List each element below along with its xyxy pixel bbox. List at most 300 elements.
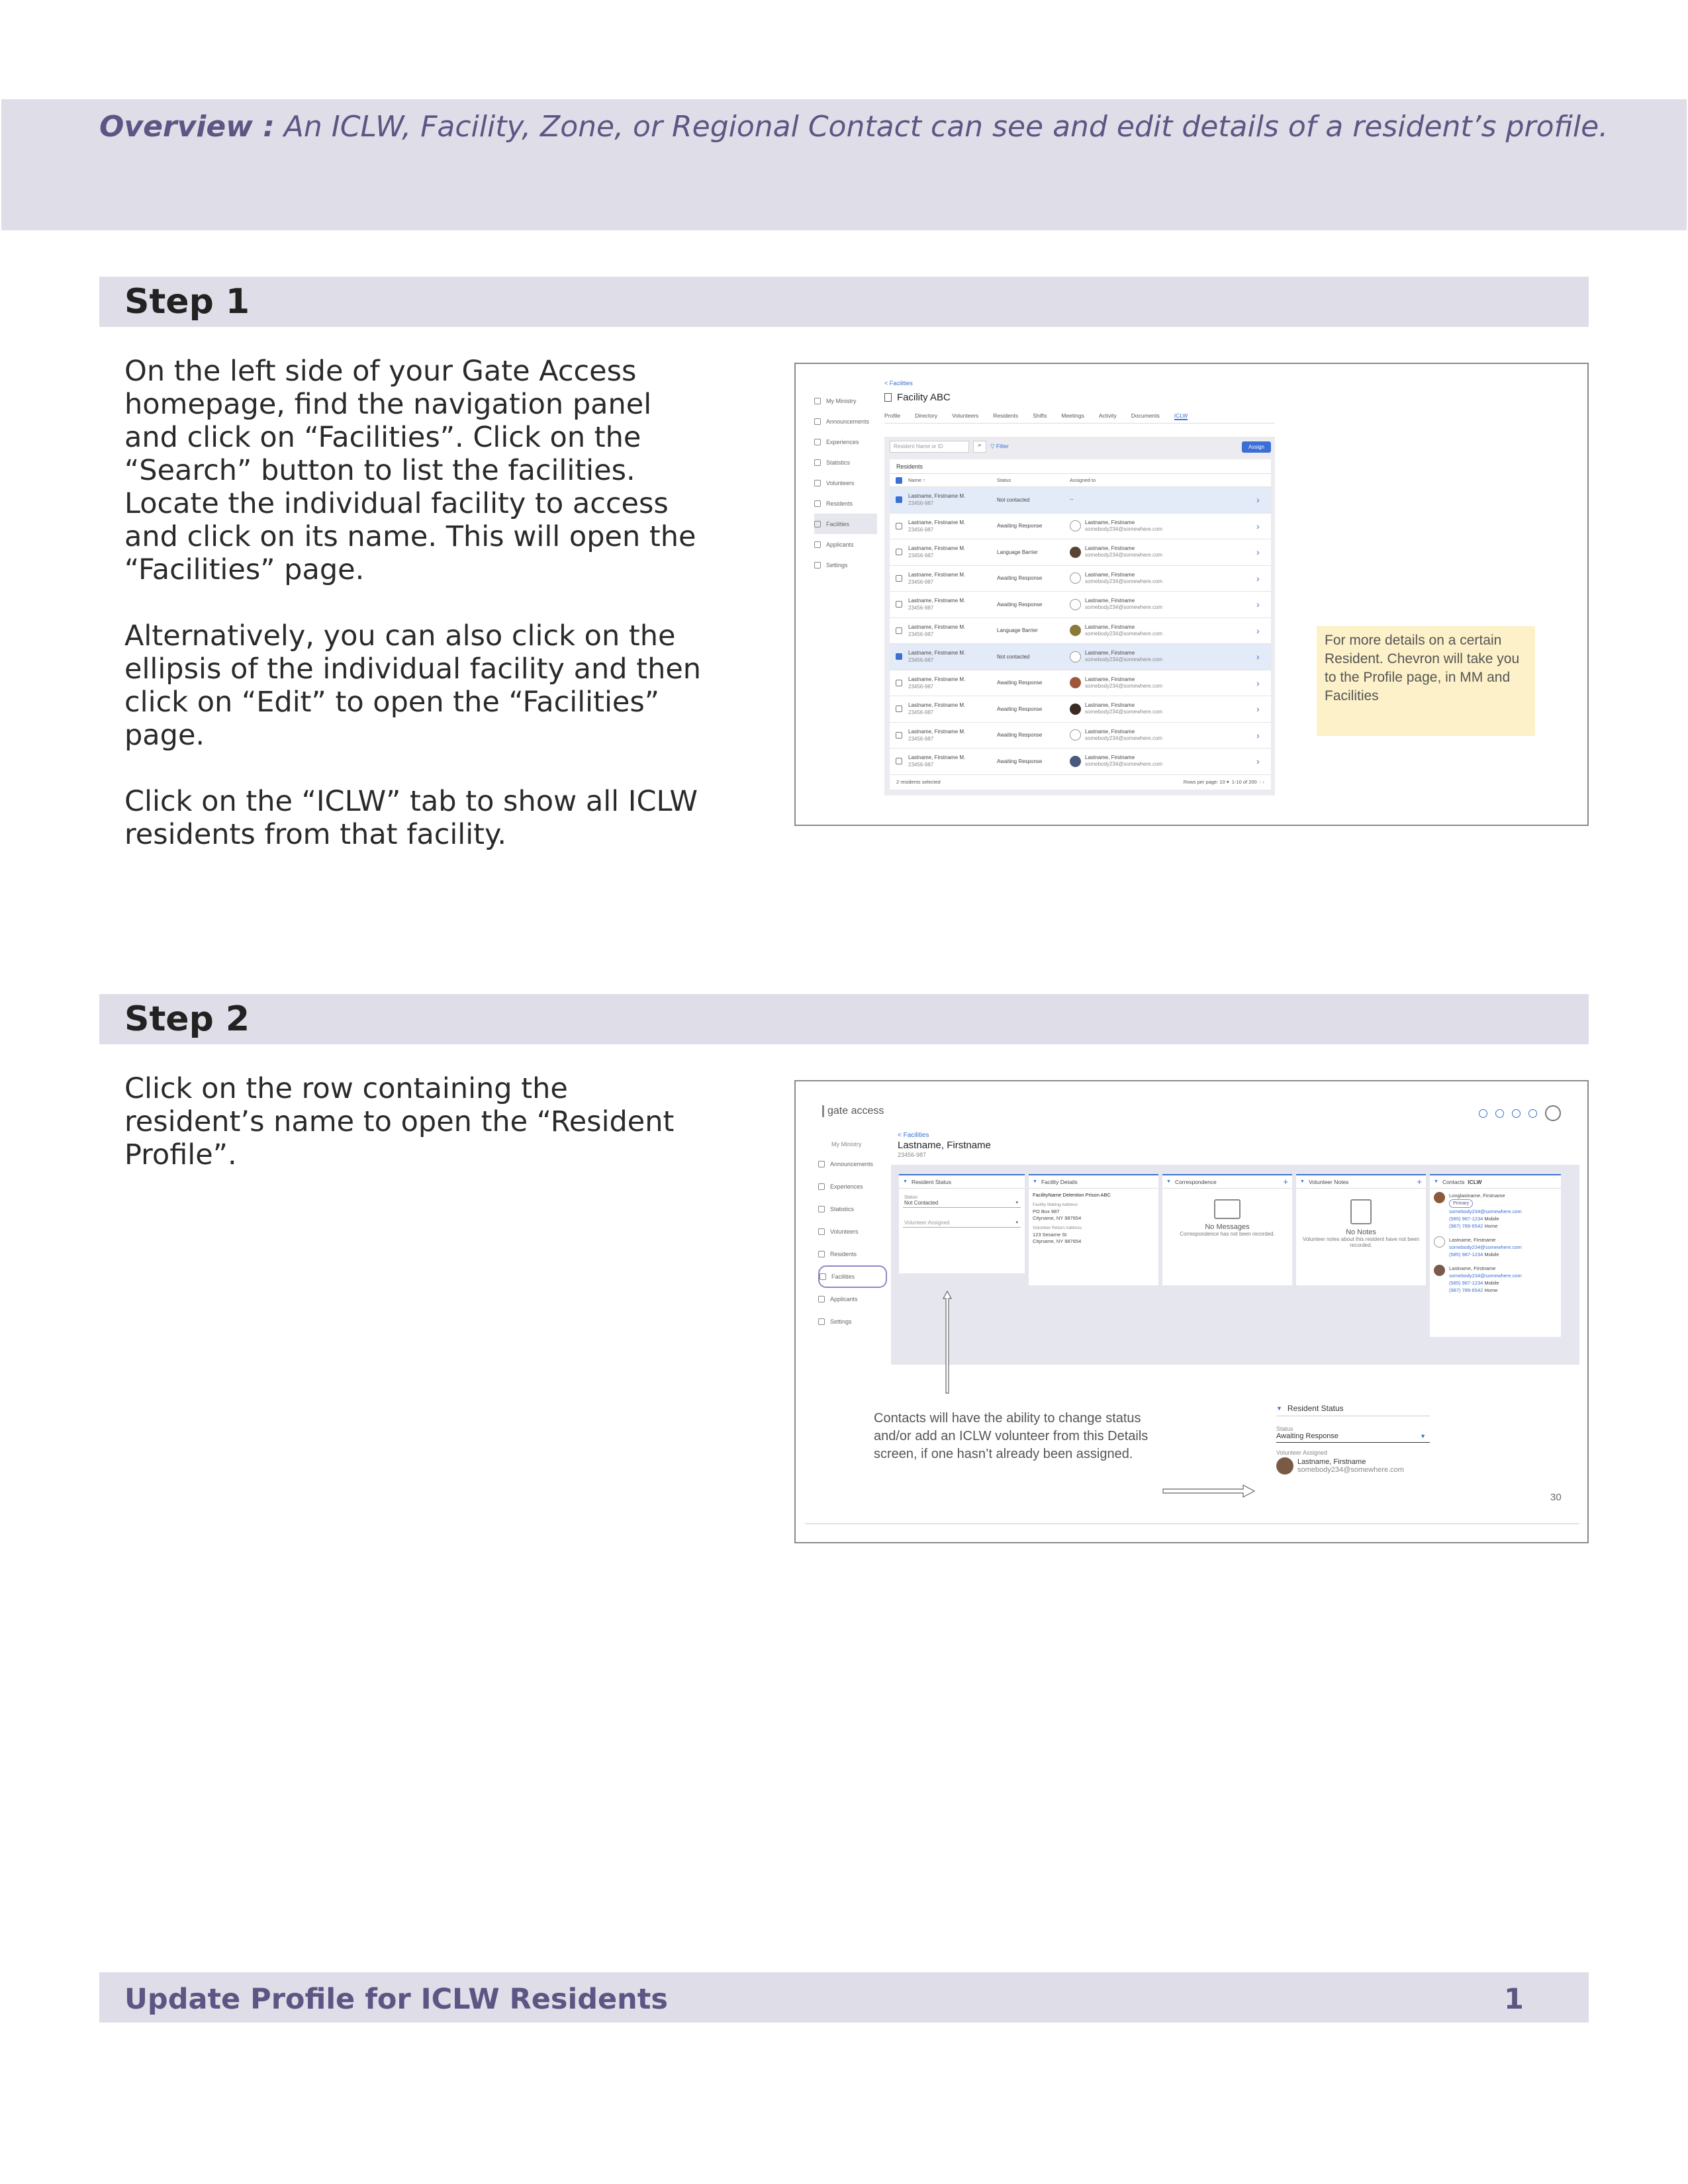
name-cell [908,492,997,507]
resident-name: Lastname, Firstname M. [908,754,966,761]
sidebar-item-residents[interactable] [814,493,877,514]
resident-name: Lastname, Firstname M. [908,650,966,657]
sidebar-item-experiences[interactable] [814,432,877,452]
chevron-right-icon[interactable]: › [1256,651,1260,662]
contact-phone[interactable]: (585) 987-1234 [1449,1251,1483,1257]
sidebar-item-announcements[interactable] [814,411,877,432]
globe-icon[interactable] [1495,1109,1504,1118]
filter-button[interactable]: ▽ Filter [990,443,1009,449]
badge-row [1449,1199,1522,1208]
residents-icon [818,1251,825,1257]
tab-bar [884,412,1275,424]
assign-button[interactable]: Assign [1242,441,1271,453]
sidebar-item-applicants[interactable] [814,534,877,555]
assignee-email: somebody234@somewhere.com [1085,657,1163,663]
collapse-icon[interactable]: ▼ [1276,1404,1282,1412]
avatar [1070,756,1081,767]
sidebar-item-settings[interactable] [814,555,877,575]
phone-type: Mobile [1484,1216,1499,1222]
messages-icon [1214,1199,1241,1219]
sidebar-item-label: Settings [830,1318,852,1325]
empty-state [1162,1189,1292,1237]
chevron-right-icon[interactable]: › [1256,520,1260,531]
step2-band [99,994,1589,1044]
statistics-icon [818,1206,825,1212]
assignee-name: Lastname, Firstname [1085,676,1135,682]
row-checkbox[interactable] [896,523,902,529]
sidebar-item-label: Residents [830,1251,857,1257]
avatar [1070,547,1081,558]
collapse-icon[interactable]: ▼ [1166,1179,1171,1184]
status-value: Awaiting Response [1276,1432,1338,1440]
assignee-email: somebody234@somewhere.com [1085,604,1163,611]
rows-per-page-label: Rows per page: [1183,779,1219,785]
resident-id: 23456-987 [908,526,934,533]
sidebar-item-label: Residents [826,500,853,507]
step2-paragraph: Click on the row containing the resident’s name to open the “Resident Profile”. [124,1072,675,1171]
contact-info [1449,1236,1522,1258]
table-row[interactable] [890,566,1271,592]
table-row[interactable] [890,696,1271,723]
prev-page-icon[interactable]: ‹ [1259,779,1262,785]
top-toolbar [1479,1105,1561,1121]
assignee-name: -- [1070,496,1074,503]
facility-header [884,380,1275,424]
sidebar-item-facilities[interactable] [814,514,877,534]
empty-title: No Messages [1205,1223,1250,1231]
tab-shifts[interactable]: Shifts [1033,412,1047,419]
sidebar-item-label: Applicants [830,1296,858,1302]
tab-meetings[interactable]: Meetings [1061,412,1084,419]
chevron-right-icon[interactable]: › [1256,599,1260,610]
table-row[interactable] [890,514,1271,540]
chevron-right-icon[interactable]: › [1256,572,1260,584]
resident-id: 23456-987 [908,578,934,585]
chevron-right-icon[interactable]: › [1256,494,1260,506]
assignee-name: Lastname, Firstname [1085,571,1135,578]
assignee-email: somebody234@somewhere.com [1085,682,1163,689]
status-cell: Awaiting Response [997,732,1043,739]
assigned-cell [1070,520,1256,533]
return-label: Volunteer Return Address [1033,1226,1082,1230]
resident-name: Lastname, Firstname M. [908,493,966,500]
assignee-name: Lastname, Firstname [1085,702,1135,709]
phone-row [1449,1222,1522,1230]
sidebar-item-settings[interactable] [818,1310,887,1333]
chevron-right-icon[interactable]: › [1256,756,1260,767]
row-checkbox[interactable] [896,732,902,739]
resident-name: Lastname, Firstname M. [908,519,966,525]
contact-entry[interactable] [1430,1233,1561,1261]
assignee-name: Lastname, Firstname [1085,754,1135,761]
facility-screenshot [794,363,1589,826]
empty-text: Correspondence has not been recorded. [1180,1231,1275,1237]
assignee-name: Lastname, Firstname [1085,623,1135,630]
assignee-name: Lastname, Firstname [1085,598,1135,604]
resident-status-zoom [1276,1400,1430,1475]
chevron-right-icon[interactable]: › [1256,625,1260,636]
col-name[interactable]: Name ↑ [908,477,925,483]
volunteer-label: Volunteer Assigned [1276,1449,1328,1456]
status-cell: Awaiting Response [997,575,1043,582]
tab-activity[interactable]: Activity [1098,412,1117,419]
tab-documents[interactable]: Documents [1131,412,1160,419]
overview-text [99,110,1608,144]
residents-icon [814,500,821,507]
resident-name: Lastname, Firstname M. [908,676,966,682]
checkbox-cell [890,627,908,634]
name-cell [908,597,997,612]
resident-name: Lastname, Firstname M. [908,623,966,630]
sidebar-item-statistics[interactable] [814,452,877,473]
checkbox-cell [890,758,908,764]
status-cell: Language Barrier [997,627,1038,634]
contact-phone[interactable]: (585) 987-1234 [1449,1216,1483,1222]
table-row[interactable] [890,644,1271,670]
phone-row [1449,1251,1522,1258]
facility-name: FacilityName Detention Prison ABC [1033,1192,1111,1198]
card-title: Facility Details [1041,1178,1078,1185]
sidebar-item-announcements[interactable] [818,1153,887,1175]
status-value: Not Contacted [904,1200,939,1206]
avatar [1276,1457,1293,1475]
search-input[interactable]: Resident Name or ID [890,441,969,453]
table-row[interactable] [890,618,1271,645]
assignee-email: somebody234@somewhere.com [1085,525,1163,532]
assignee [1085,702,1162,715]
overview-body: An ICLW, Facility, Zone, or Regional Contact can see and edit details of a resident’s profile. [274,110,1609,144]
sidebar-item-label: Facilities [826,520,850,527]
callout-note: For more details on a certain Resident. Chevron will take you to the Profile page, in MM and Facilities [1317,626,1535,736]
settings-icon [814,562,821,569]
sidebar-item-label: Settings [826,561,848,569]
chevron-right-icon[interactable]: › [1256,547,1260,558]
status-cell: Awaiting Response [997,680,1043,686]
assignee-name: Lastname, Firstname [1085,545,1135,552]
name-cell [908,571,997,586]
dropdown-icon: ▾ [1015,1201,1018,1205]
volunteer-email: somebody234@somewhere.com [1297,1466,1404,1474]
status-cell: Not contacted [997,496,1030,503]
statistics-icon [814,459,821,466]
table-footer [890,775,1271,790]
sidebar-item-label: Experiences [830,1183,863,1190]
sidebar-item-residents[interactable] [818,1243,887,1265]
table-body [890,487,1271,775]
assignee [1085,545,1162,559]
card-title: Contacts [1442,1178,1465,1185]
add-icon[interactable]: + [1417,1177,1422,1187]
applicants-icon [818,1296,825,1302]
phone-type: Mobile [1484,1280,1499,1286]
sidebar-item-experiences[interactable] [818,1175,887,1198]
experiences-icon [818,1183,825,1190]
avatar [1434,1192,1445,1203]
announcements-icon [818,1161,825,1167]
sidebar-item-label: Facilities [831,1273,855,1280]
contact-info [1449,1192,1522,1230]
table-row[interactable] [890,592,1271,618]
checkbox-cell [890,653,908,660]
assignee-name: Lastname, Firstname [1085,650,1135,657]
resident-id: 23456-987 [908,709,934,716]
table-row[interactable] [890,670,1271,697]
assignee-email: somebody234@somewhere.com [1085,735,1163,741]
assignee-name: Lastname, Firstname [1085,728,1135,735]
name-cell [908,728,997,743]
checkbox-cell [890,575,908,582]
status-cell: Not contacted [997,653,1030,660]
volunteer-notes-card [1296,1174,1426,1285]
chevron-right-icon[interactable]: › [1256,677,1260,688]
collapse-icon[interactable]: ▼ [903,1179,908,1184]
assignee-email: somebody234@somewhere.com [1085,630,1163,637]
volunteer-assigned [1276,1457,1430,1475]
status-cell: Awaiting Response [997,705,1043,712]
chevron-right-icon[interactable]: › [1256,729,1260,741]
assigned-cell [1070,676,1256,690]
contact-phone[interactable]: (987) 789-6542 [1449,1287,1483,1293]
sidebar-item-label: Volunteers [830,1228,859,1235]
row-checkbox[interactable] [896,758,902,764]
user-avatar-icon[interactable] [1545,1105,1561,1121]
col-status: Status [997,477,1011,483]
right-arrow-icon [1162,1484,1255,1498]
card-title: Volunteer Notes [1308,1178,1349,1185]
status-label: Status [904,1195,917,1200]
sidebar-item-facilities[interactable] [818,1265,887,1288]
sidebar [814,390,877,575]
avatar [1070,704,1081,715]
row-checkbox[interactable] [896,549,902,555]
table-title: Residents [890,459,1271,474]
table-row[interactable] [890,749,1271,775]
contact-name: Lastname, Firstname [1449,1265,1496,1271]
mailing-line1: PO Box 987 [1033,1208,1060,1214]
next-page-icon[interactable]: › [1262,779,1264,785]
dropdown-icon: ▼ [1420,1433,1426,1439]
row-checkbox[interactable] [896,680,902,686]
tab-residents[interactable]: Residents [993,412,1019,419]
name-cell [908,676,997,690]
add-icon[interactable]: + [1283,1177,1288,1187]
phone-type: Home [1484,1287,1498,1293]
table-row[interactable] [890,487,1271,514]
logo: gate access [822,1105,884,1117]
row-checkbox[interactable] [896,496,902,503]
volunteer-name: Lastname, Firstname [1297,1458,1366,1466]
assigned-cell [1070,650,1256,663]
checkbox-cell [890,549,908,555]
contact-email[interactable]: somebody234@somewhere.com [1449,1273,1522,1279]
selected-count: 2 residents selected [896,779,941,785]
step1-body [124,355,707,884]
empty-title: No Notes [1346,1228,1376,1236]
assignee [1085,650,1162,663]
sidebar-item-my-ministry[interactable] [814,390,877,411]
name-cell [908,545,997,559]
my-ministry-icon [814,398,821,404]
resident-name: Lastname, Firstname M. [908,545,966,552]
assignee [1085,598,1162,611]
table-row[interactable] [890,723,1271,749]
status-cell: Language Barrier [997,549,1038,555]
table-row[interactable] [890,539,1271,566]
assigned-cell [1070,729,1256,742]
avatar [1434,1236,1445,1248]
volunteer-select[interactable] [903,1218,1021,1228]
assignee [1085,754,1162,768]
name-cell [908,702,997,716]
name-cell [908,519,997,533]
avatar [1070,651,1081,662]
select-all-checkbox[interactable] [896,477,902,484]
row-checkbox[interactable] [896,575,902,582]
dropdown-icon: ▾ [1015,1220,1018,1225]
sidebar-item-label: Volunteers [826,479,855,486]
name-cell [908,754,997,768]
resident-id: 23456-987 [898,1152,927,1158]
settings-icon [818,1318,825,1325]
contact-email[interactable]: somebody234@somewhere.com [1449,1244,1522,1250]
slide-number: 30 [1550,1492,1562,1503]
page-title [884,392,1275,403]
status-label: Status [1276,1426,1293,1432]
resident-id: 23456-987 [908,553,934,559]
sidebar-item-label: Announcements [826,418,870,425]
contact-phone[interactable]: (987) 789-6542 [1449,1223,1483,1229]
checkbox-cell [890,496,908,503]
assignee [1085,572,1162,585]
assigned-cell [1070,545,1256,559]
callout-note: Contacts will have the ability to change status and/or add an ICLW volunteer from this Details screen, if one hasn’t already been assigned. [874,1411,1149,1461]
help-icon[interactable] [1479,1109,1487,1118]
step1-paragraph: On the left side of your Gate Access homepage, find the navigation panel and click on “Facilities”. Click on the “Search” button to list the facilities. Locate the individual facility to access and click on its name. This will open the “Facilities” page. [124,355,696,586]
volunteers-icon [814,480,821,486]
contact-phone[interactable]: (585) 987-1234 [1449,1280,1483,1286]
contact-info [1449,1265,1522,1294]
mailing-line2: Cityname, NY 987654 [1033,1215,1082,1221]
notes-icon [1350,1199,1372,1224]
breadcrumb[interactable]: < Facilities [884,380,913,387]
row-checkbox[interactable] [896,627,902,634]
sidebar-item-applicants[interactable] [818,1288,887,1310]
assignee-name: Lastname, Firstname [1085,519,1135,525]
resident-id: 23456-987 [908,500,934,507]
notification-icon[interactable] [1528,1109,1537,1118]
status-cell: Awaiting Response [997,601,1043,608]
tab-profile[interactable]: Profile [884,412,901,419]
resident-id: 23456-987 [908,605,934,612]
resident-name: Lastname, Firstname M. [908,728,966,735]
sidebar-item-label: Statistics [830,1206,855,1212]
checkbox-cell [890,523,908,529]
assigned-cell [1070,496,1256,503]
avatar [1070,729,1081,741]
row-checkbox[interactable] [896,601,902,608]
assigned-cell [1070,754,1256,768]
facilities-icon [820,1273,826,1280]
status-cell: Awaiting Response [997,758,1043,764]
assignee [1085,520,1162,533]
sidebar-item-label: Announcements [830,1161,874,1167]
tab-volunteers[interactable]: Volunteers [952,412,979,419]
contact-entry[interactable] [1430,1261,1561,1297]
sidebar-item-volunteers[interactable] [814,473,877,493]
collapse-icon[interactable]: ▼ [1300,1179,1305,1184]
tab-directory[interactable]: Directory [915,412,938,419]
step1-title: Step 1 [124,282,250,322]
assignee-email: somebody234@somewhere.com [1085,552,1163,559]
sidebar-item-statistics[interactable] [818,1198,887,1220]
sidebar-item-volunteers[interactable] [818,1220,887,1243]
resident-profile-screenshot [794,1080,1589,1543]
name-cell [908,649,997,664]
checkbox-cell [890,732,908,739]
contacts-tag: ICLW [1468,1178,1482,1185]
table-header [890,474,1271,487]
return-line1: 123 Sesame St [1033,1232,1067,1238]
sidebar-item-my-ministry[interactable]: My Ministry [831,1141,862,1148]
card-title: Correspondence [1174,1178,1217,1185]
people-icon[interactable] [1512,1109,1521,1118]
status-select[interactable] [1276,1426,1430,1443]
profile-panel [891,1165,1579,1365]
residents-panel [884,437,1275,796]
name-cell [908,623,997,638]
contact-entry[interactable] [1430,1189,1561,1233]
assignee-email: somebody234@somewhere.com [1085,761,1163,768]
resident-id: 23456-987 [908,631,934,637]
assignee-email: somebody234@somewhere.com [1085,709,1163,715]
step2-title: Step 2 [124,999,250,1039]
tab-iclw[interactable]: ICLW [1174,412,1188,419]
resident-status-card [899,1174,1025,1273]
resident-id: 23456-987 [908,735,934,742]
search-icon[interactable]: ⌕ [973,441,986,453]
resident-name: Lastname, Firstname [898,1140,991,1151]
assignee [1085,624,1162,637]
experiences-icon [814,439,821,445]
sidebar-item-label: Experiences [826,438,859,445]
avatar [1434,1265,1445,1276]
facilities-icon [814,521,821,527]
avatar [1070,572,1081,584]
step1-band [99,277,1589,327]
page-range: 1-10 of 200 [1231,779,1257,785]
checkbox-cell [890,601,908,608]
assigned-cell [1070,598,1256,611]
phone-row [1449,1215,1522,1222]
overview-label: Overview : [99,110,275,144]
row-checkbox[interactable] [896,705,902,712]
collapse-icon[interactable]: ▼ [1033,1179,1037,1184]
row-checkbox[interactable] [896,653,902,660]
mini-title: Resident Status [1287,1403,1344,1413]
assignee [1085,676,1162,690]
assigned-cell [1070,702,1256,715]
phone-type: Mobile [1484,1251,1499,1257]
chevron-right-icon[interactable]: › [1256,704,1260,715]
rows-per-page-select[interactable]: 10 ▾ [1219,779,1229,785]
breadcrumb[interactable]: < Facilities [898,1132,929,1139]
contact-email[interactable]: somebody234@somewhere.com [1449,1208,1522,1214]
resident-id: 23456-987 [908,683,934,690]
sidebar-item-label: Statistics [826,459,851,466]
collapse-icon[interactable]: ▼ [1434,1179,1438,1184]
avatar [1070,677,1081,688]
status-select[interactable] [903,1194,1021,1208]
